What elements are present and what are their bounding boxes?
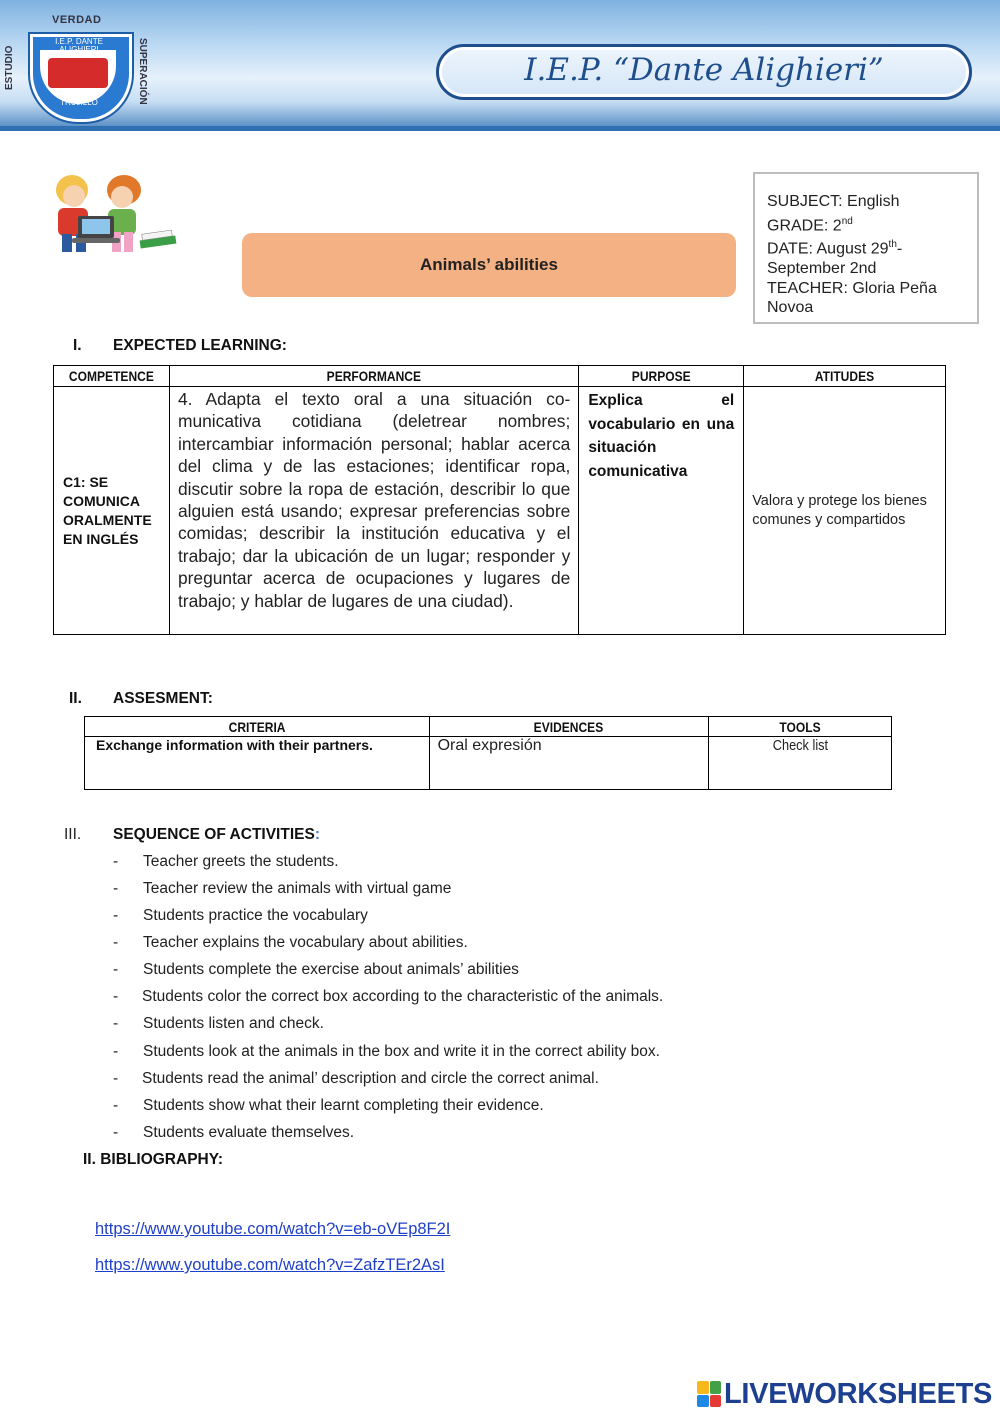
crest-top-label: I.E.P. DANTE ALIGHIERI xyxy=(55,37,103,55)
header-competence: COMPETENCE xyxy=(54,366,170,387)
liveworksheets-logo xyxy=(697,1378,992,1410)
teacher-line-2: Novoa xyxy=(767,299,814,317)
activity-item: Teacher explains the vocabulary about abilities. xyxy=(143,934,468,951)
table-header-row xyxy=(54,366,946,387)
liveworksheets-logo-icon xyxy=(697,1381,721,1407)
criteria-cell: Exchange information with their partners. xyxy=(85,737,430,790)
motto-right: SUPERACIÓN xyxy=(137,38,148,105)
class-info-box xyxy=(753,172,979,324)
section-heading-bibliography: II. BIBLIOGRAPHY: xyxy=(83,1151,224,1168)
activity-item: Students evaluate themselves. xyxy=(143,1124,355,1141)
table-header-row xyxy=(85,717,892,737)
grade-line: GRADE: 2nd xyxy=(767,215,853,234)
motto-top: VERDAD xyxy=(52,14,102,26)
activity-item: Students read the animal’ description and circle the correct animal. xyxy=(142,1070,599,1087)
section-number-1: I. xyxy=(73,337,82,354)
crest-bottom-label: TRUJILLO xyxy=(60,98,98,107)
activity-item: Teacher review the animals with virtual game xyxy=(143,880,452,897)
date-line-2: September 2nd xyxy=(767,260,877,278)
crest-emblem xyxy=(48,58,108,88)
section-number-2: II. xyxy=(69,690,82,707)
header-criteria: CRITERIA xyxy=(85,717,430,737)
section-heading-activities: SEQUENCE OF ACTIVITIES: xyxy=(113,826,320,843)
activity-item: Students show what their learnt completing their evidence. xyxy=(143,1097,544,1114)
section-number-3: III. xyxy=(64,826,82,843)
attitudes-cell: Valora y protege los bienes comunes y compartidos xyxy=(744,387,946,635)
bibliography-link-2[interactable]: https://www.youtube.com/watch?v=ZafzTEr2AsI xyxy=(95,1256,445,1274)
activity-item: Teacher greets the students. xyxy=(143,853,339,870)
motto-left: ESTUDIO xyxy=(4,45,15,91)
date-line: DATE: August 29th- xyxy=(767,239,903,258)
expected-learning-table xyxy=(53,365,946,635)
header-attitudes: ATITUDES xyxy=(744,366,946,387)
header-evidences: EVIDENCES xyxy=(429,717,709,737)
teacher-line: TEACHER: Gloria Peña xyxy=(767,279,937,297)
children-laptop-illustration-icon xyxy=(50,168,180,260)
liveworksheets-brand: LIVEWORKSHEETS xyxy=(724,1377,993,1410)
purpose-cell: Explica el vocabulario en una situación comunicativa xyxy=(579,387,744,635)
header-divider xyxy=(0,126,1000,131)
activity-item: Students listen and check. xyxy=(143,1015,324,1032)
header-performance: PERFORMANCE xyxy=(169,366,578,387)
assessment-table xyxy=(84,716,892,790)
evidences-cell: Oral expresión xyxy=(429,737,709,790)
section-heading-assessment: ASSESMENT: xyxy=(113,690,213,707)
competence-cell: C1: SE COMUNICA ORALMENTE EN INGLÉS xyxy=(54,387,170,635)
header-purpose: PURPOSE xyxy=(579,366,744,387)
header-tools: TOOLS xyxy=(709,717,892,737)
subject-line: SUBJECT: English xyxy=(767,193,900,210)
section-heading-expected-learning: EXPECTED LEARNING: xyxy=(113,337,287,354)
activity-item: Students complete the exercise about animals’ abilities xyxy=(143,961,519,978)
activity-item: Students look at the animals in the box and write it in the correct ability box. xyxy=(143,1043,660,1060)
activity-item: Students color the correct box according to the characteristic of the animals. xyxy=(142,988,664,1005)
table-row xyxy=(85,737,892,790)
activity-item: Students practice the vocabulary xyxy=(143,907,368,924)
school-name: I.E.P. “Dante Alighieri” xyxy=(524,52,884,88)
page-title: Animals’ abilities xyxy=(420,255,558,274)
tools-cell: Check list xyxy=(709,737,892,790)
bibliography-link-1[interactable]: https://www.youtube.com/watch?v=eb-oVEp8F2I xyxy=(95,1220,451,1238)
table-row xyxy=(54,387,946,635)
performance-cell: 4. Adapta el texto oral a una situación co-municativa cotidiana (deletrear nombres; intercambiar información personal; hablar acerca del clima y de las estaciones; identificar ropa, discutir sobre la ropa de estación, describir lo que alguien está usando; expresar preferencias sobre comidas; describir la institución educativa y el trabajo; dar la ubicación de un lugar; responder y preguntar acerca de ocupaciones y lugares de trabajo; y hablar de lugares de una ciudad). xyxy=(169,387,578,635)
